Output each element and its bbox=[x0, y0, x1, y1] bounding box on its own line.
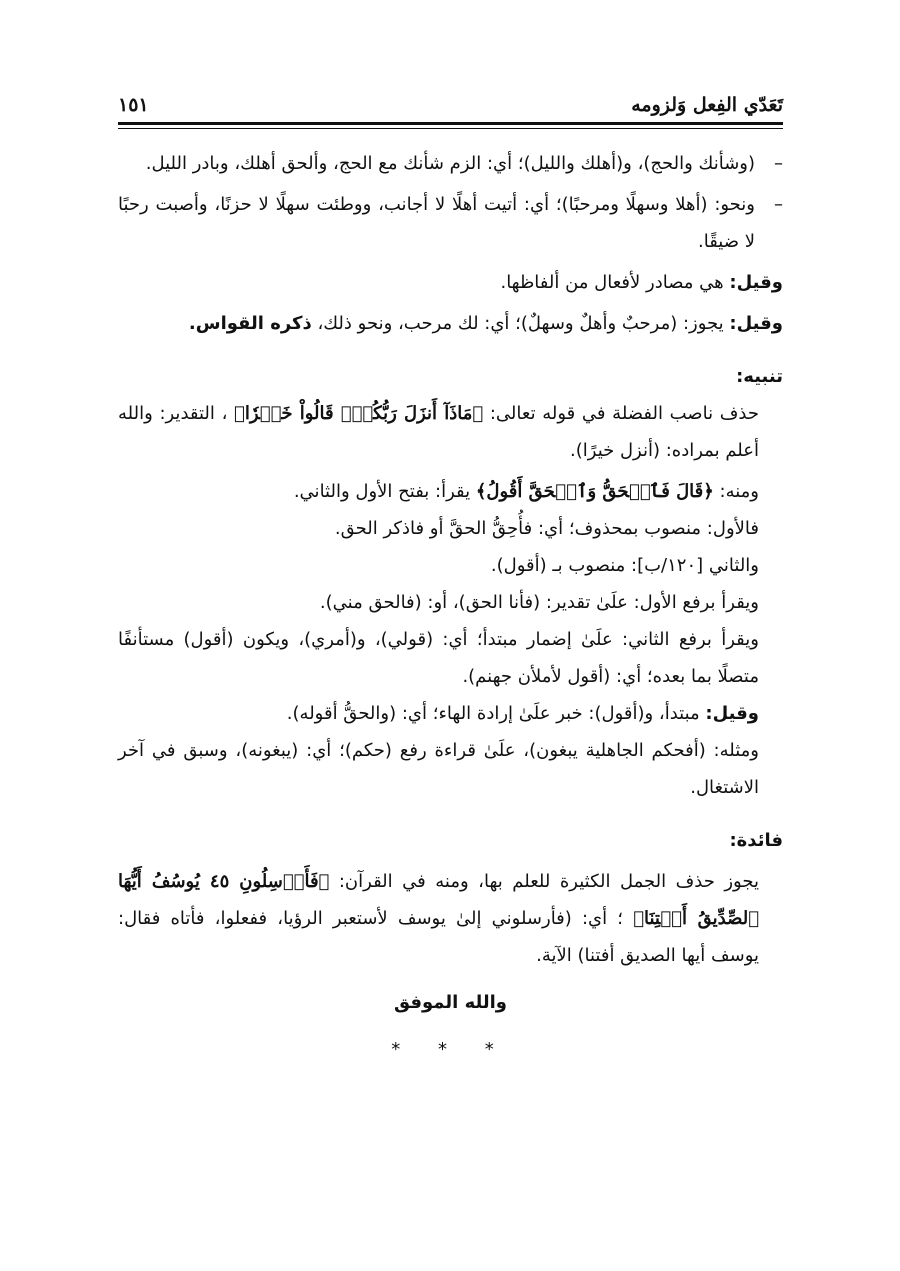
paragraph-text: ومنه: bbox=[719, 481, 759, 502]
paragraph bbox=[118, 863, 783, 974]
page-number: ١٥١ bbox=[118, 94, 149, 116]
section-divider-stars: * * * bbox=[391, 1039, 510, 1060]
paragraph bbox=[118, 473, 783, 510]
paragraph: فالأول: منصوب بمحذوف؛ أي: فأُحِقُّ الحقَّ أو فاذكر الحق. bbox=[334, 518, 759, 539]
quran-quote: ﴿قَالَ فَٱلۡحَقُّ وَٱلۡحَقَّ أَقُولُ﴾ bbox=[475, 481, 714, 502]
paragraph bbox=[118, 264, 783, 301]
running-title: تَعَدّي الفِعل وَلزومه bbox=[631, 94, 783, 116]
bullet-item bbox=[118, 186, 783, 260]
book-page bbox=[118, 84, 783, 1068]
paragraph bbox=[118, 695, 783, 732]
paragraph-label: وقيل: bbox=[705, 703, 759, 724]
paragraph-text: يجوز حذف الجمل الكثيرة للعلم بها، ومنه في القرآن: bbox=[338, 871, 759, 892]
paragraph-text: ، التقدير: والله أعلم بمراده: (أنزل خيرًا). bbox=[118, 403, 759, 461]
paragraph bbox=[118, 305, 783, 342]
paragraph: ومثله: (أفحكم الجاهلية يبغون)، علَىٰ قراءة رفع (حكم)؛ أي: (يبغونه)، وسبق في آخر الاشتغال. bbox=[118, 740, 759, 798]
paragraph-label: وقيل: bbox=[729, 272, 783, 293]
quran-quote: ﴿فَأَرۡسِلُونِ ٤٥ يُوسُفُ أَيُّهَا ٱلصِّدِّيقُ أَفۡتِنَا﴾ bbox=[118, 871, 760, 929]
paragraph-text: مبتدأ، و(أقول): خبر علَىٰ إرادة الهاء؛ أي: (والحقُّ أقوله). bbox=[286, 703, 700, 724]
bullet-text: ونحو: (أهلا وسهلًا ومرحبًا)؛ أي: أتيت أهلًا لا أجانب، ووطئت سهلًا لا حزنًا، وأصبت رحبًا لا ضيقًا. bbox=[118, 194, 755, 252]
paragraph-text: يقرأ: بفتح الأول والثاني. bbox=[293, 481, 471, 502]
dash-marker: – bbox=[774, 153, 783, 174]
section-title-faida: فائدة: bbox=[729, 830, 783, 851]
paragraph: والثاني [١٢٠/ب]: منصوب بـ (أقول). bbox=[490, 555, 759, 576]
paragraph-text: حذف ناصب الفضلة في قوله تعالى: bbox=[489, 403, 759, 424]
header-rule-thin bbox=[118, 128, 783, 129]
quran-quote: ﴿مَاذَآ أَنزَلَ رَبُّكُمۡۚ قَالُواْ خَيۡرٗا﴾ bbox=[234, 403, 484, 424]
paragraph-label: وقيل: bbox=[729, 313, 783, 334]
header-rule-thick bbox=[118, 122, 783, 125]
bullet-item bbox=[118, 145, 783, 182]
paragraph: ويقرأ برفع الثاني: علَىٰ إضمار مبتدأ؛ أي: (قولي)، و(أمري)، ويكون (أقول) مستأنفًا متصلًا بما بعده؛ أي: (أقول لأملأن جهنم). bbox=[118, 629, 759, 687]
paragraph-text: يجوز: (مرحبٌ وأهلٌ وسهلٌ)؛ أي: لك مرحب، ونحو ذلك، bbox=[317, 313, 724, 334]
bullet-text: (وشأنك والحج)، و(أهلك والليل)؛ أي: الزم شأنك مع الحج، وألحق أهلك، وبادر الليل. bbox=[145, 153, 755, 174]
paragraph-attribution: ذكره القواس. bbox=[188, 313, 312, 334]
page-header bbox=[118, 84, 783, 116]
paragraph-text: ؛ أي: (فأرسلوني إلىٰ يوسف لأستعبر الرؤيا، ففعلوا، فأتاه فقال: يوسف أيها الصديق أفتنا) الآية. bbox=[118, 908, 759, 966]
paragraph-text: هي مصادر لأفعال من ألفاظها. bbox=[500, 272, 724, 293]
section-title-tanbih: تنبيه: bbox=[736, 366, 783, 387]
dash-marker: – bbox=[774, 194, 783, 215]
closing-line: والله الموفق bbox=[394, 992, 507, 1013]
paragraph: ويقرأ برفع الأول: علَىٰ تقدير: (فأنا الحق)، أو: (فالحق مني). bbox=[319, 592, 759, 613]
page-content bbox=[118, 145, 783, 1068]
paragraph bbox=[118, 395, 783, 469]
